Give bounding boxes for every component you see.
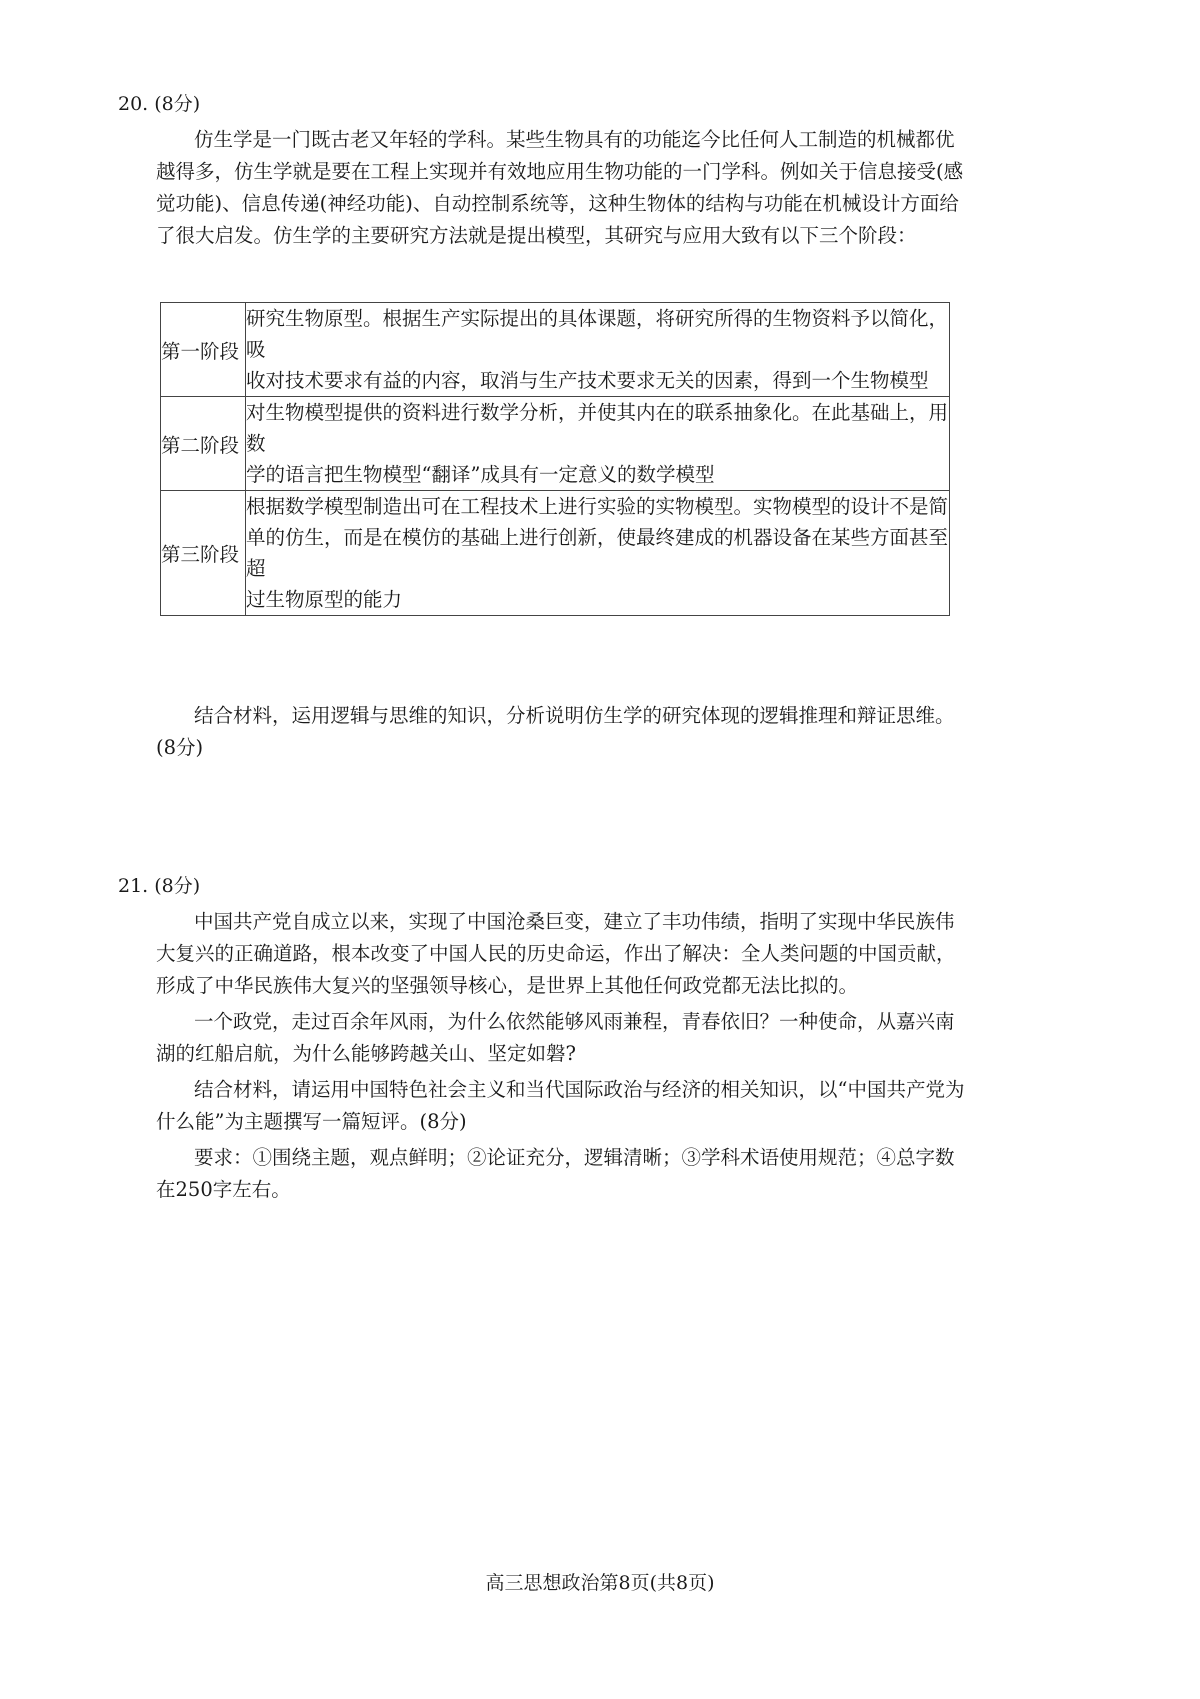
question-21-requirements: 要求：①围绕主题，观点鲜明；②论证充分，逻辑清晰；③学科术语使用规范；④总字数在250字左右。 [156, 1146, 955, 1201]
stage-line: 单的仿生，而是在模仿的基础上进行创新，使最终建成的机器设备在某些方面甚至超 [246, 526, 949, 580]
stage-name: 第三阶段 [161, 491, 246, 616]
page-footer: 高三思想政治第8页(共8页) [485, 1572, 715, 1594]
stage-name: 第二阶段 [161, 397, 246, 491]
stage-description [246, 491, 950, 616]
question-21-material-1: 中国共产党自成立以来，实现了中国沧桑巨变，建立了丰功伟绩，指明了实现中华民族伟大复兴的正确道路，根本改变了中国人民的历史命运，作出了解决：全人类问题的中国贡献，形成了中华民族伟大复兴的坚强领导核心，是世界上其他任何政党都无法比拟的。 [156, 910, 956, 997]
question-20-intro: 仿生学是一门既古老又年轻的学科。某些生物具有的功能迄今比任何人工制造的机械都优越得多，仿生学就是要在工程上实现并有效地应用生物功能的一门学科。例如关于信息接受(感觉功能)、信息传递(神经功能)、自动控制系统等，这种生物体的结构与功能在机械设计方面给了很大启发。仿生学的主要研究方法就是提出模型，其研究与应用大致有以下三个阶段： [156, 128, 964, 247]
stage-line: 研究生物原型。根据生产实际提出的具体课题，将研究所得的生物资料予以简化，吸 [246, 307, 949, 361]
stage-line: 学的语言把生物模型“翻译”成具有一定意义的数学模型 [246, 463, 715, 486]
stage-row-1 [161, 303, 950, 397]
stage-description [246, 303, 950, 397]
stage-line: 收对技术要求有益的内容，取消与生产技术要求无关的因素，得到一个生物模型 [246, 369, 929, 392]
stage-description [246, 397, 950, 491]
question-20-prompt: 结合材料，运用逻辑与思维的知识，分析说明仿生学的研究体现的逻辑推理和辩证思维。(8分) [156, 704, 955, 759]
stage-row-2 [161, 397, 950, 491]
question-21-prompt: 结合材料，请运用中国特色社会主义和当代国际政治与经济的相关知识，以“中国共产党为什么能”为主题撰写一篇短评。(8分) [156, 1078, 965, 1133]
stage-line: 过生物原型的能力 [246, 588, 403, 611]
stage-row-3 [161, 491, 950, 616]
stage-line: 根据数学模型制造出可在工程技术上进行实验的实物模型。实物模型的设计不是简 [246, 495, 949, 518]
stage-line: 对生物模型提供的资料进行数学分析，并使其内在的联系抽象化。在此基础上，用数 [246, 401, 949, 455]
question-21-material-2: 一个政党，走过百余年风雨，为什么依然能够风雨兼程，青春依旧？一种使命，从嘉兴南湖的红船启航，为什么能够跨越关山、坚定如磐? [156, 1010, 955, 1065]
stages-table [160, 302, 950, 616]
stage-name: 第一阶段 [161, 303, 246, 397]
question-21-number: 21. (8分) [118, 875, 201, 897]
question-20-number: 20. (8分) [118, 93, 201, 115]
